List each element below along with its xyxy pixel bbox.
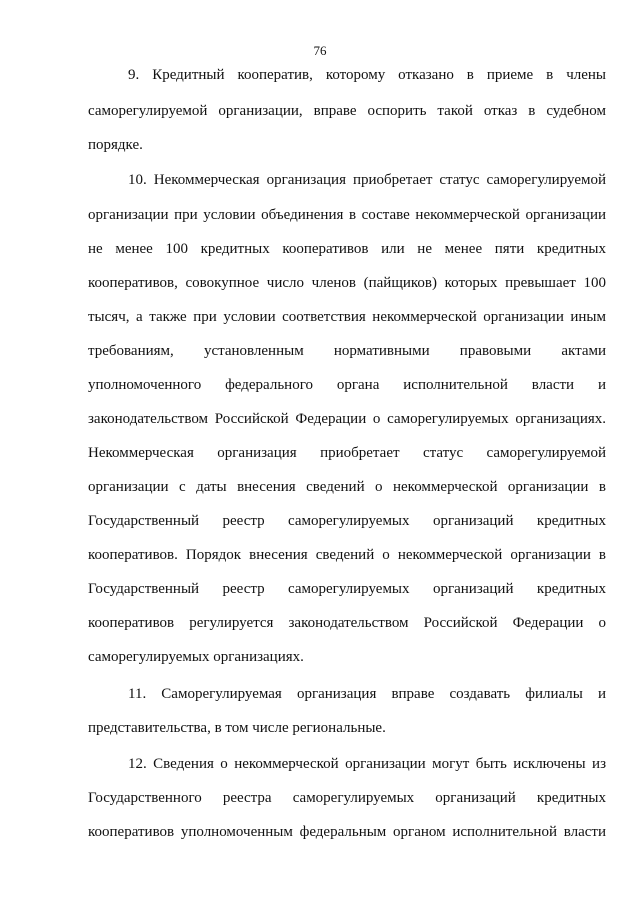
paragraph-12-line-3: кооперативов уполномоченным федеральным органом исполнительной власти <box>88 824 606 840</box>
paragraph-10-line-2: организации при условии объединения в составе некоммерческой организации <box>88 207 606 223</box>
paragraph-12-line-1: 12. Сведения о некоммерческой организации могут быть исключены из <box>128 756 606 772</box>
paragraph-10-line-7: уполномоченного федерального органа исполнительной власти и <box>88 377 606 393</box>
paragraph-9-line-2: саморегулируемой организации, вправе оспорить такой отказ в судебном <box>88 103 606 119</box>
paragraph-10-line-5: тысяч, а также при условии соответствия некоммерческой организации иным <box>88 309 606 325</box>
paragraph-10-line-6: требованиям, установленным нормативными правовыми актами <box>88 343 606 359</box>
paragraph-10-line-8: законодательством Российской Федерации о саморегулируемых организациях. <box>88 411 606 427</box>
paragraph-12-line-2: Государственного реестра саморегулируемых организаций кредитных <box>88 790 606 806</box>
paragraph-10-line-15: саморегулируемых организациях. <box>88 649 304 665</box>
paragraph-11-line-2: представительства, в том числе региональные. <box>88 720 386 736</box>
paragraph-10-line-12: кооперативов. Порядок внесения сведений о некоммерческой организации в <box>88 547 606 563</box>
paragraph-10-line-9: Некоммерческая организация приобретает статус саморегулируемой <box>88 445 606 461</box>
paragraph-10-line-1: 10. Некоммерческая организация приобретает статус саморегулируемой <box>128 172 606 188</box>
paragraph-10-line-14: кооперативов регулируется законодательством Российской Федерации о <box>88 615 606 631</box>
paragraph-10-line-4: кооперативов, совокупное число членов (пайщиков) которых превышает 100 <box>88 275 606 291</box>
paragraph-10-line-3: не менее 100 кредитных кооперативов или не менее пяти кредитных <box>88 241 606 257</box>
paragraph-10-line-13: Государственный реестр саморегулируемых организаций кредитных <box>88 581 606 597</box>
paragraph-10-line-10: организации с даты внесения сведений о некоммерческой организации в <box>88 479 606 495</box>
page-number: 76 <box>313 43 327 58</box>
paragraph-9-line-3: порядке. <box>88 137 143 153</box>
paragraph-10-line-11: Государственный реестр саморегулируемых организаций кредитных <box>88 513 606 529</box>
paragraph-9-line-1: 9. Кредитный кооператив, которому отказано в приеме в члены <box>128 67 606 83</box>
paragraph-11-line-1: 11. Саморегулируемая организация вправе создавать филиалы и <box>128 686 606 702</box>
